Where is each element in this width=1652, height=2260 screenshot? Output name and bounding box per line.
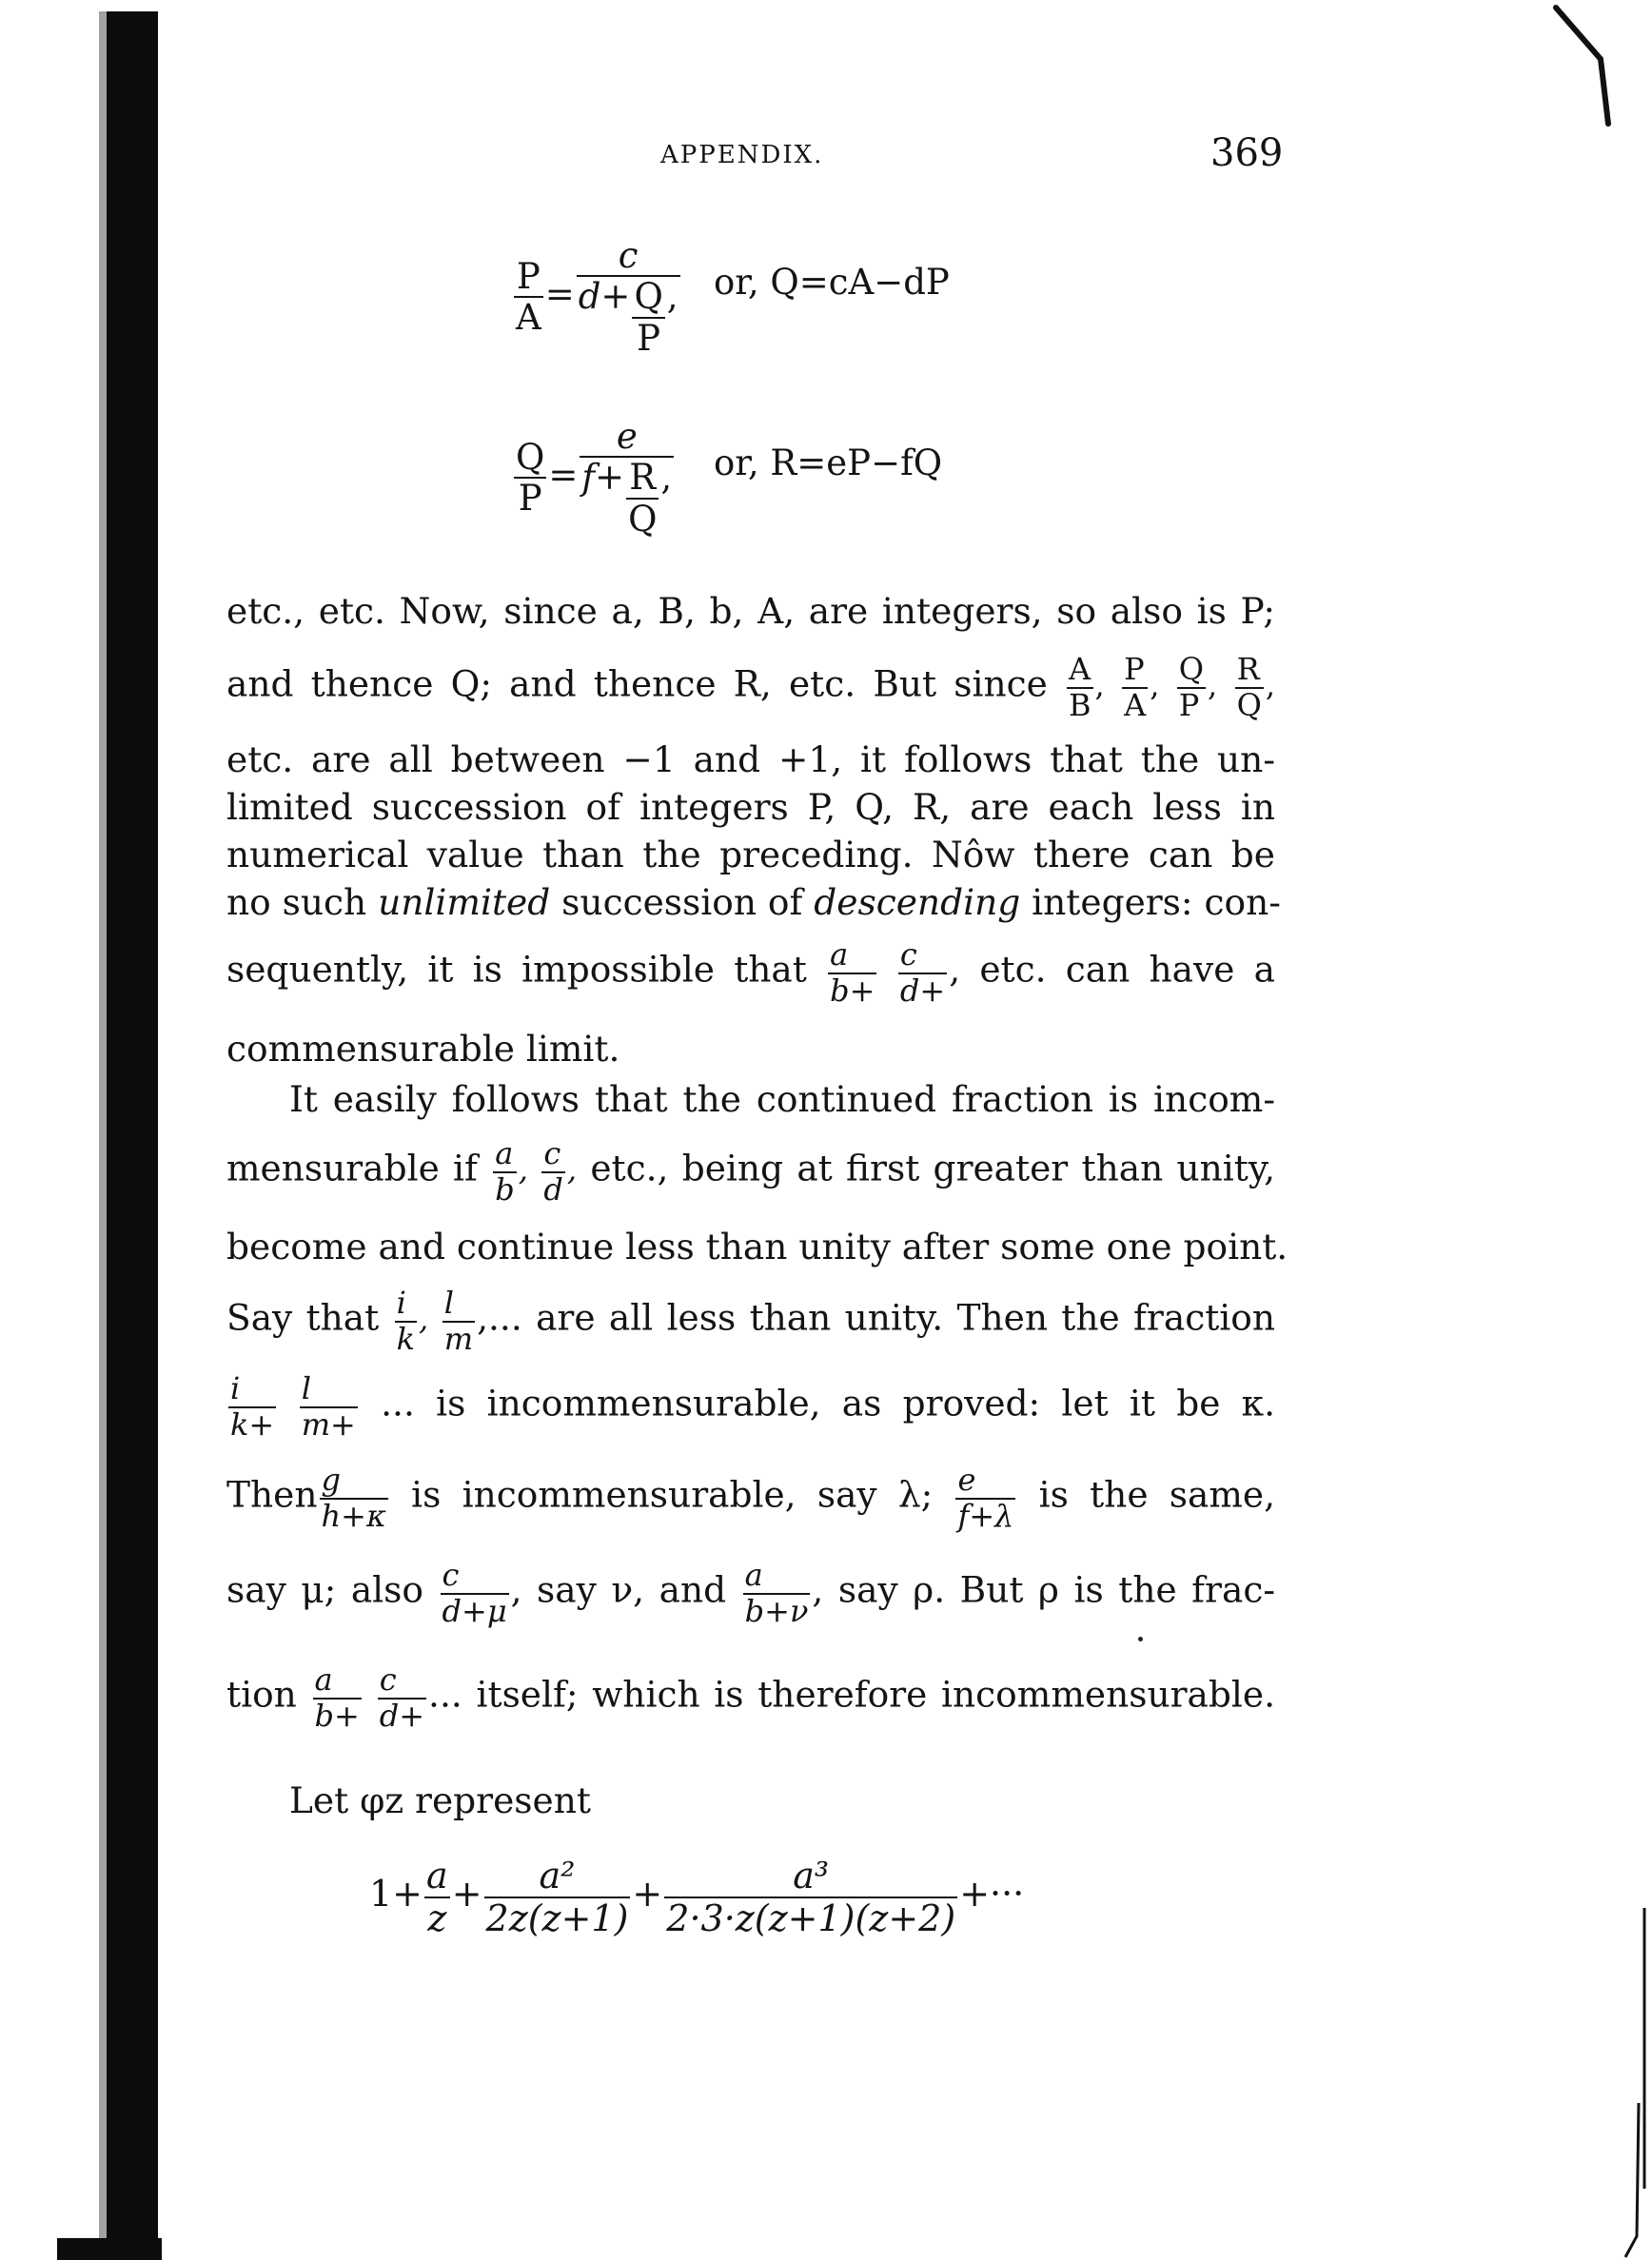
frac-den: d+ bbox=[379, 1697, 425, 1734]
frac-den: Q bbox=[1236, 686, 1262, 723]
eq1-lhs-den: A bbox=[516, 297, 541, 339]
frac-num: g bbox=[320, 1464, 388, 1500]
frac-den: b+ bbox=[830, 972, 875, 1009]
running-head: APPENDIX. bbox=[660, 141, 824, 169]
text-line bbox=[226, 653, 1275, 723]
text-run: Say that bbox=[226, 1296, 380, 1339]
text-line bbox=[226, 938, 1275, 1009]
eq2-rhs-den-a: f+ bbox=[581, 457, 625, 499]
frac-den: k bbox=[396, 1320, 415, 1357]
text-run: integers: con- bbox=[1032, 881, 1281, 923]
fraction bbox=[898, 938, 947, 1009]
text-run: is the same, bbox=[1038, 1473, 1276, 1516]
series-term-1 bbox=[424, 1856, 450, 1938]
equation-2 bbox=[512, 416, 943, 540]
frac-num: a bbox=[493, 1137, 516, 1173]
frac-num: a bbox=[426, 1855, 448, 1896]
plus-sign: + bbox=[451, 1873, 482, 1916]
text-line: commensurable limit. bbox=[226, 1028, 620, 1070]
continued-fraction bbox=[826, 936, 949, 1009]
text-run: , etc. can have a bbox=[949, 948, 1276, 991]
fraction bbox=[541, 1137, 564, 1208]
fraction bbox=[378, 1663, 426, 1734]
frac-den: d+μ bbox=[442, 1592, 507, 1629]
frac-den: d+ bbox=[899, 972, 946, 1009]
continued-fraction bbox=[226, 1370, 360, 1443]
text-run: ,... are all less than unity. Then the fraction bbox=[477, 1296, 1276, 1339]
text-run: etc., being at first greater than unity, bbox=[590, 1147, 1275, 1189]
ink-dot bbox=[1138, 1637, 1143, 1641]
text-line: numerical value than the preceding. Nôw there can be bbox=[226, 834, 1275, 875]
eq2-or-text: or, R=eP−fQ bbox=[714, 442, 943, 483]
eq2-lhs-fraction bbox=[514, 438, 546, 519]
eq1-rhs-den-a: d+ bbox=[578, 276, 631, 318]
continued-fraction bbox=[311, 1661, 429, 1734]
series-tail: +··· bbox=[959, 1873, 1025, 1916]
frac-den: P bbox=[1178, 686, 1200, 723]
eq1-inner-num: Q bbox=[634, 276, 663, 318]
ratio-list: $\frac{i}{k}$ , $\frac{l}{m}$ bbox=[396, 1285, 474, 1357]
text-run: ... is incommensurable, as proved: let it be κ. bbox=[381, 1382, 1276, 1425]
fraction bbox=[395, 1287, 417, 1357]
frac-num: a³ bbox=[664, 1856, 957, 1898]
eq1-rhs-fraction bbox=[577, 236, 680, 358]
fraction bbox=[1235, 653, 1264, 723]
emphasis: descending bbox=[814, 881, 1021, 923]
text-run: is incommensurable, say λ; bbox=[411, 1473, 934, 1516]
fraction bbox=[442, 1287, 475, 1357]
frac-num: a² bbox=[484, 1856, 631, 1898]
eq1-rhs-num: c bbox=[577, 236, 680, 277]
text-line: It easily follows that the continued fraction is incom- bbox=[289, 1078, 1275, 1120]
frac-num: c bbox=[378, 1663, 426, 1700]
text-run: say μ; also bbox=[226, 1568, 423, 1611]
eq1-lhs-num: P bbox=[514, 257, 543, 298]
text-line bbox=[226, 881, 1281, 923]
fraction bbox=[493, 1137, 516, 1208]
series-term-3 bbox=[664, 1856, 957, 1938]
eq2-inner-num: R bbox=[626, 458, 659, 499]
text-run: , say ν, and bbox=[510, 1568, 727, 1611]
frac-num: e bbox=[955, 1464, 1015, 1500]
text-line: etc. are all between −1 and +1, it follows that the un- bbox=[226, 738, 1275, 780]
binding-spine-foot bbox=[57, 2238, 162, 2260]
frac-num: i bbox=[395, 1287, 417, 1323]
frac-den: 2·3·z(z+1)(z+2) bbox=[666, 1896, 956, 1939]
frac-num: c bbox=[541, 1137, 564, 1173]
fraction bbox=[300, 1372, 358, 1443]
frac-num: P bbox=[1122, 653, 1148, 689]
fraction bbox=[228, 1372, 276, 1443]
frac-den: A bbox=[1124, 686, 1147, 723]
text-line bbox=[226, 1663, 1275, 1734]
equals-sign: = bbox=[548, 454, 579, 496]
text-run: succession of bbox=[561, 881, 803, 923]
frac-den: b bbox=[495, 1170, 515, 1208]
frac-den: z bbox=[427, 1896, 447, 1939]
ratio-list: $\frac{A}{B}$ , $\frac{P}{A}$ , $\frac{Q}{P}$ , $\frac{R}{Q}$ , bbox=[1069, 651, 1275, 723]
text-line bbox=[226, 1137, 1275, 1208]
eq1-inner-fraction bbox=[632, 277, 664, 358]
frac-num: l bbox=[300, 1372, 358, 1408]
series-lead: 1+ bbox=[369, 1873, 423, 1916]
frac-den: b+ν bbox=[744, 1592, 809, 1629]
frac-num: R bbox=[1235, 653, 1264, 689]
eq2-lhs-num: Q bbox=[516, 436, 545, 478]
binding-spine bbox=[107, 11, 158, 2260]
fraction bbox=[1177, 653, 1206, 723]
text-line: limited succession of integers P, Q, R, are each less in bbox=[226, 786, 1275, 828]
eq2-rhs-den bbox=[580, 458, 674, 539]
page-edge-mark bbox=[1599, 1903, 1652, 2260]
frac-num: a bbox=[828, 938, 876, 974]
eq2-inner-fraction bbox=[626, 458, 659, 539]
equation-1 bbox=[512, 235, 950, 359]
emphasis: unlimited bbox=[378, 881, 551, 923]
series-expansion bbox=[369, 1856, 1024, 1938]
frac-num: i bbox=[228, 1372, 276, 1408]
frac-den: f+λ bbox=[957, 1497, 1014, 1534]
eq2-comma: , bbox=[660, 457, 673, 499]
series-term-2 bbox=[484, 1856, 631, 1938]
frac-num: c bbox=[441, 1559, 509, 1595]
eq1-inner-den: P bbox=[637, 317, 661, 359]
text-run: tion bbox=[226, 1673, 297, 1716]
text-line bbox=[226, 1287, 1275, 1357]
frac-num: a bbox=[743, 1559, 811, 1595]
fraction bbox=[313, 1663, 362, 1734]
frac-den: k+ bbox=[230, 1405, 275, 1443]
text-run: ... itself; which is therefore incommensurable. bbox=[428, 1673, 1276, 1716]
frac-den: h+κ bbox=[321, 1497, 386, 1534]
ratio-list: $\frac{a}{b}$ , $\frac{c}{d}$ , bbox=[495, 1135, 578, 1208]
text-run: mensurable if bbox=[226, 1147, 478, 1189]
text-run: sequently, it is impossible that bbox=[226, 948, 807, 991]
eq2-rhs-num: e bbox=[580, 417, 674, 458]
frac-num: Q bbox=[1178, 651, 1205, 687]
eq2-inner-den: Q bbox=[628, 498, 658, 540]
text-run: no such bbox=[226, 881, 367, 923]
frac-den: m bbox=[443, 1320, 474, 1357]
eq2-rhs-fraction bbox=[580, 417, 674, 539]
text-run: Then bbox=[226, 1473, 318, 1516]
eq1-lhs-fraction bbox=[514, 257, 543, 338]
fraction bbox=[1067, 653, 1093, 723]
frac-num: l bbox=[442, 1287, 475, 1323]
frac-num: c bbox=[898, 938, 947, 974]
text-line: Let φz represent bbox=[289, 1779, 591, 1821]
text-run: , say ρ. But ρ is the frac- bbox=[812, 1568, 1276, 1611]
text-line: etc., etc. Now, since a, B, b, A, are integers, so also is P; bbox=[226, 590, 1275, 632]
page-number: 369 bbox=[1210, 131, 1284, 175]
frac-num: a bbox=[313, 1663, 362, 1700]
text-line bbox=[226, 1372, 1275, 1443]
eq1-or-text: or, Q=cA−dP bbox=[714, 262, 950, 303]
frac-den: m+ bbox=[301, 1405, 356, 1443]
fraction bbox=[1122, 653, 1148, 723]
eq1-rhs-den bbox=[577, 277, 680, 358]
eq2-lhs-den: P bbox=[518, 478, 542, 520]
plus-sign: + bbox=[632, 1873, 663, 1916]
frac-den: 2z(z+1) bbox=[485, 1896, 629, 1939]
text-line bbox=[226, 1464, 1275, 1534]
frac-num: A bbox=[1067, 653, 1093, 689]
fraction bbox=[828, 938, 876, 1009]
frac-den: B bbox=[1069, 686, 1092, 723]
frac-den: b+ bbox=[314, 1697, 360, 1734]
text-run: and thence Q; and thence R, etc. But since bbox=[226, 662, 1048, 705]
equals-sign: = bbox=[544, 273, 575, 315]
frac-den: d bbox=[543, 1170, 563, 1208]
corner-ink-mark bbox=[1542, 0, 1652, 143]
text-line bbox=[226, 1559, 1275, 1629]
text-line: become and continue less than unity after some one point. bbox=[226, 1226, 1288, 1268]
eq1-comma: , bbox=[666, 276, 678, 318]
